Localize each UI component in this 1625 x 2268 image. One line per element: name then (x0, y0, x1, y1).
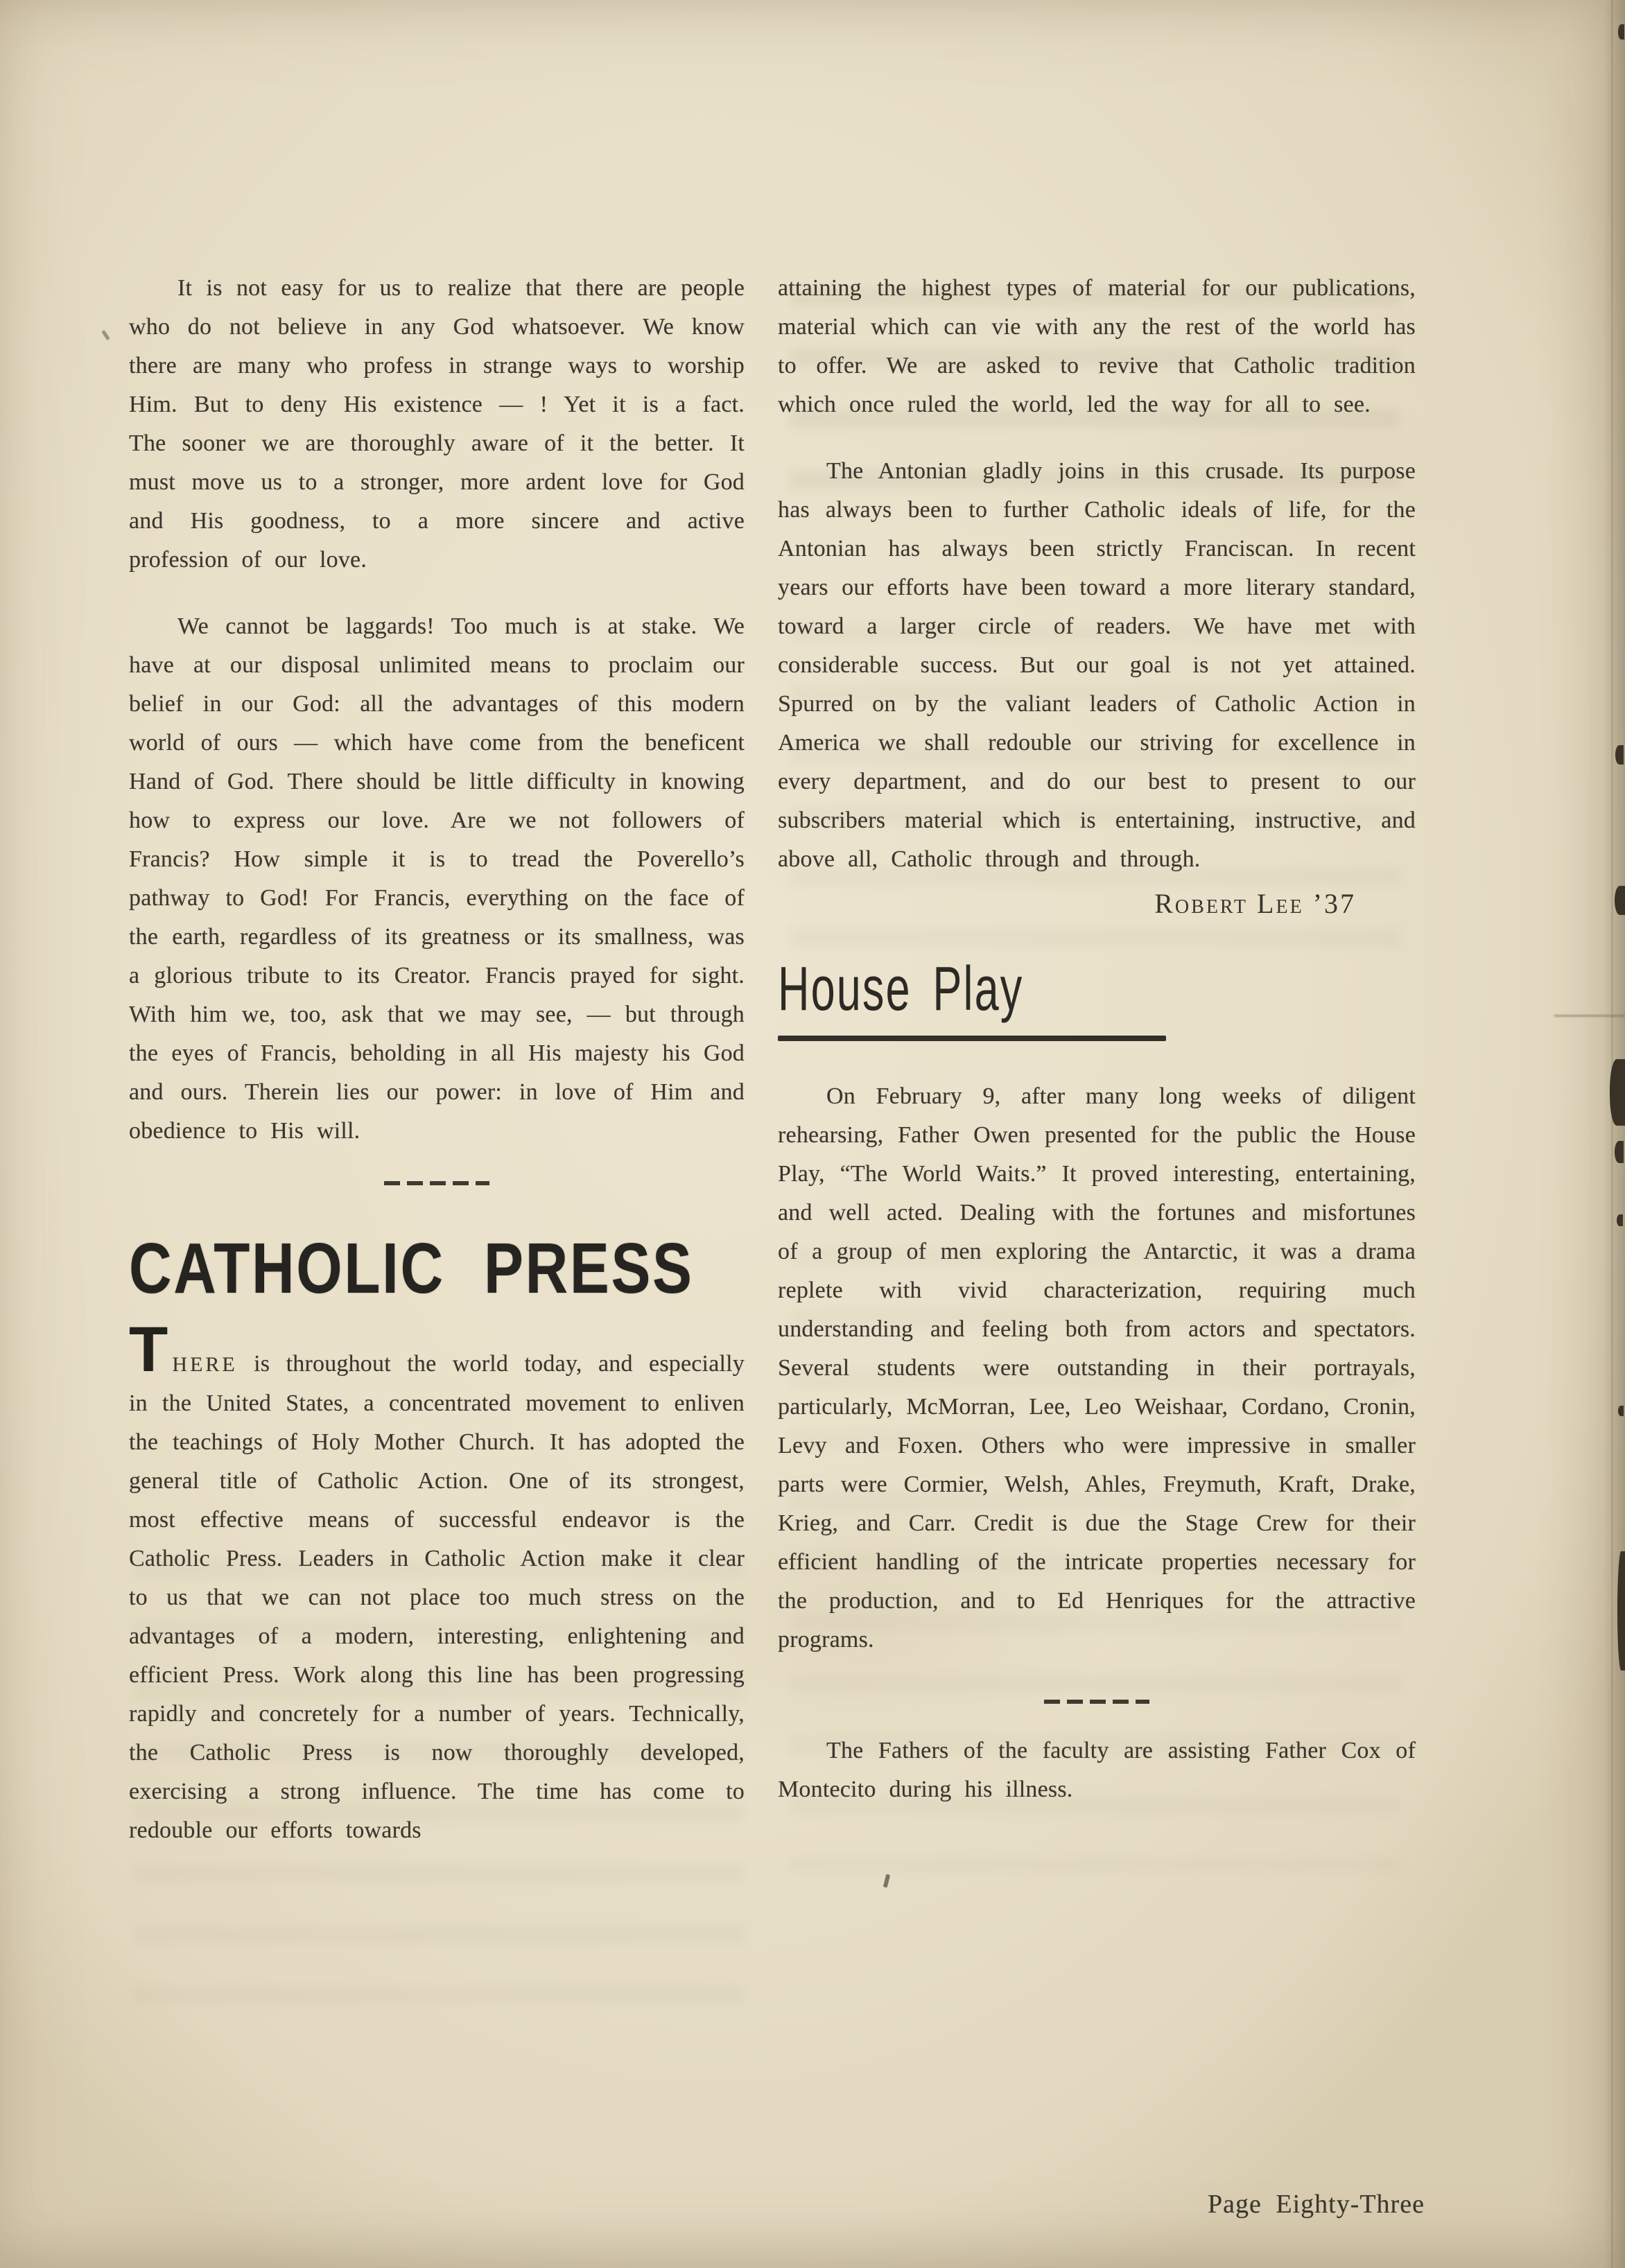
stray-ink-mark-artifact (883, 1874, 890, 1888)
ink-blot-artifact (1615, 745, 1624, 765)
paragraph: We cannot be laggards! Too much is at stake. We have at our disposal unlimited means to proclaim our belief in our God: all the advantages of this modern world of ours — which have come from the beneficent Hand of God. There should be little difficulty in knowing how to express our love. Are we not followers of Francis? How simple it is to tread the Poverello’s pathway to God! For Francis, everything on the face of the earth, regardless of its greatness or its smallness, was a glorious tribute to its Creator. Francis prayed for sight. With him we, too, ask that we may see, — but through the eyes of Francis, beholding in all His majesty his God and ours. Therein lies our power: in love of Him and obedience to His will. (129, 613, 745, 1144)
section-heading-catholic-press (129, 1228, 745, 1309)
paragraph: On February 9, after many long weeks of diligent rehearsing, Father Owen presented for the public the House Play, “The World Waits.” It proved interesting, entertaining, and well acted. Dealing with the fortunes and misfortunes of a group of men exploring the Antarctic, it was a drama replete with vivid characterization, requiring much understanding and feeling both from actors and spectators. Several students were outstanding in their portrayals, particularly, McMorran, Lee, Leo Weishaar, Cordano, Cronin, Levy and Foxen. Others who were impressive in smaller parts were Cormier, Welsh, Ahles, Freymuth, Kraft, Drake, Krieg, and Carr. Credit is due the Stage Crew for their efficient handling of the intricate properties necessary for the production, and to Ed Henriques for the attractive programs. (778, 1083, 1416, 1652)
page-number-footer: Page Eighty-Three (1208, 2190, 1425, 2219)
paragraph-with-dropcap (129, 1314, 745, 1850)
section-heading-house-play (778, 954, 1416, 1024)
paragraph-text: is throughout the world today, and especially in the United States, a concentrated movement to enliven the teachings of Holy Mother Church. It has adopted the general title of Catholic Action. One of its strongest, most effective means of successful endeavor is the Catholic Press. Leaders in Catholic Action make it clear to us that we can not place too much stress on the advantages of a modern, interesting, enlightening and efficient Press. Work along this line has been progressing rapidly and concretely for a number of years. Technically, the Catholic Press is now thoroughly developed, exercising a strong influence. The time has come to redouble our efforts towards (129, 1351, 745, 1843)
section-heading-text: House Play (778, 954, 1024, 1024)
section-heading-text: CATHOLIC PRESS (129, 1228, 694, 1309)
ink-blot-artifact (1615, 1141, 1624, 1163)
dashed-divider (384, 1181, 489, 1185)
paragraph: It is not easy for us to realize that there are people who do not believe in any God whatsoever. We know there are many who profess in strange ways to worship Him. But to deny His existence — ! Yet it is a fact. The sooner we are thoroughly aware of it the better. It must move us to a stronger, more ardent love for God and His goodness, to a more sincere and active profession of our love. (129, 275, 745, 573)
dropcap-lead-word: HERE (172, 1353, 238, 1376)
dashed-divider (1044, 1700, 1149, 1704)
closing-note: The Fathers of the faculty are assisting Father Cox of Montecito during his illness. (778, 1738, 1416, 1802)
ink-blot-artifact (1617, 1551, 1625, 1671)
left-column (129, 269, 745, 1850)
dropcap-letter: T (129, 1314, 168, 1385)
author-byline: Robert Lee ’37 (1154, 888, 1356, 919)
paragraph: The Antonian gladly joins in this crusade. Its purpose has always been to further Catholic ideals of life, for the Antonian has always been strictly Franciscan. In recent years our efforts have been toward a more literary standard, toward a larger circle of readers. We have met with considerable success. But our goal is not yet attained. Spurred on by the valiant leaders of Catholic Action in America we shall redouble our striving for excellence in every department, and do our best to present to our subscribers material which is entertaining, instructive, and above all, Catholic through and through. (778, 458, 1416, 872)
heading-underline-rule (778, 1036, 1166, 1041)
ink-blot-artifact (1618, 24, 1624, 40)
page-edge-shadow (1603, 0, 1625, 2268)
ink-blot-artifact (1617, 1214, 1623, 1226)
paper-crease-artifact (1554, 1015, 1625, 1017)
ink-blot-artifact (1618, 1406, 1624, 1416)
stray-ink-mark-artifact (101, 330, 110, 340)
ink-blot-artifact (1615, 886, 1625, 915)
page-edge-line (1611, 0, 1613, 2268)
right-column (778, 269, 1416, 1809)
paragraph: attaining the highest types of material for our publications, material which can vie with any the rest of the world has to offer. We are asked to revive that Catholic tradition which once ruled the world, led the way for all to see. (778, 275, 1416, 417)
ink-blot-artifact (1610, 1059, 1625, 1126)
